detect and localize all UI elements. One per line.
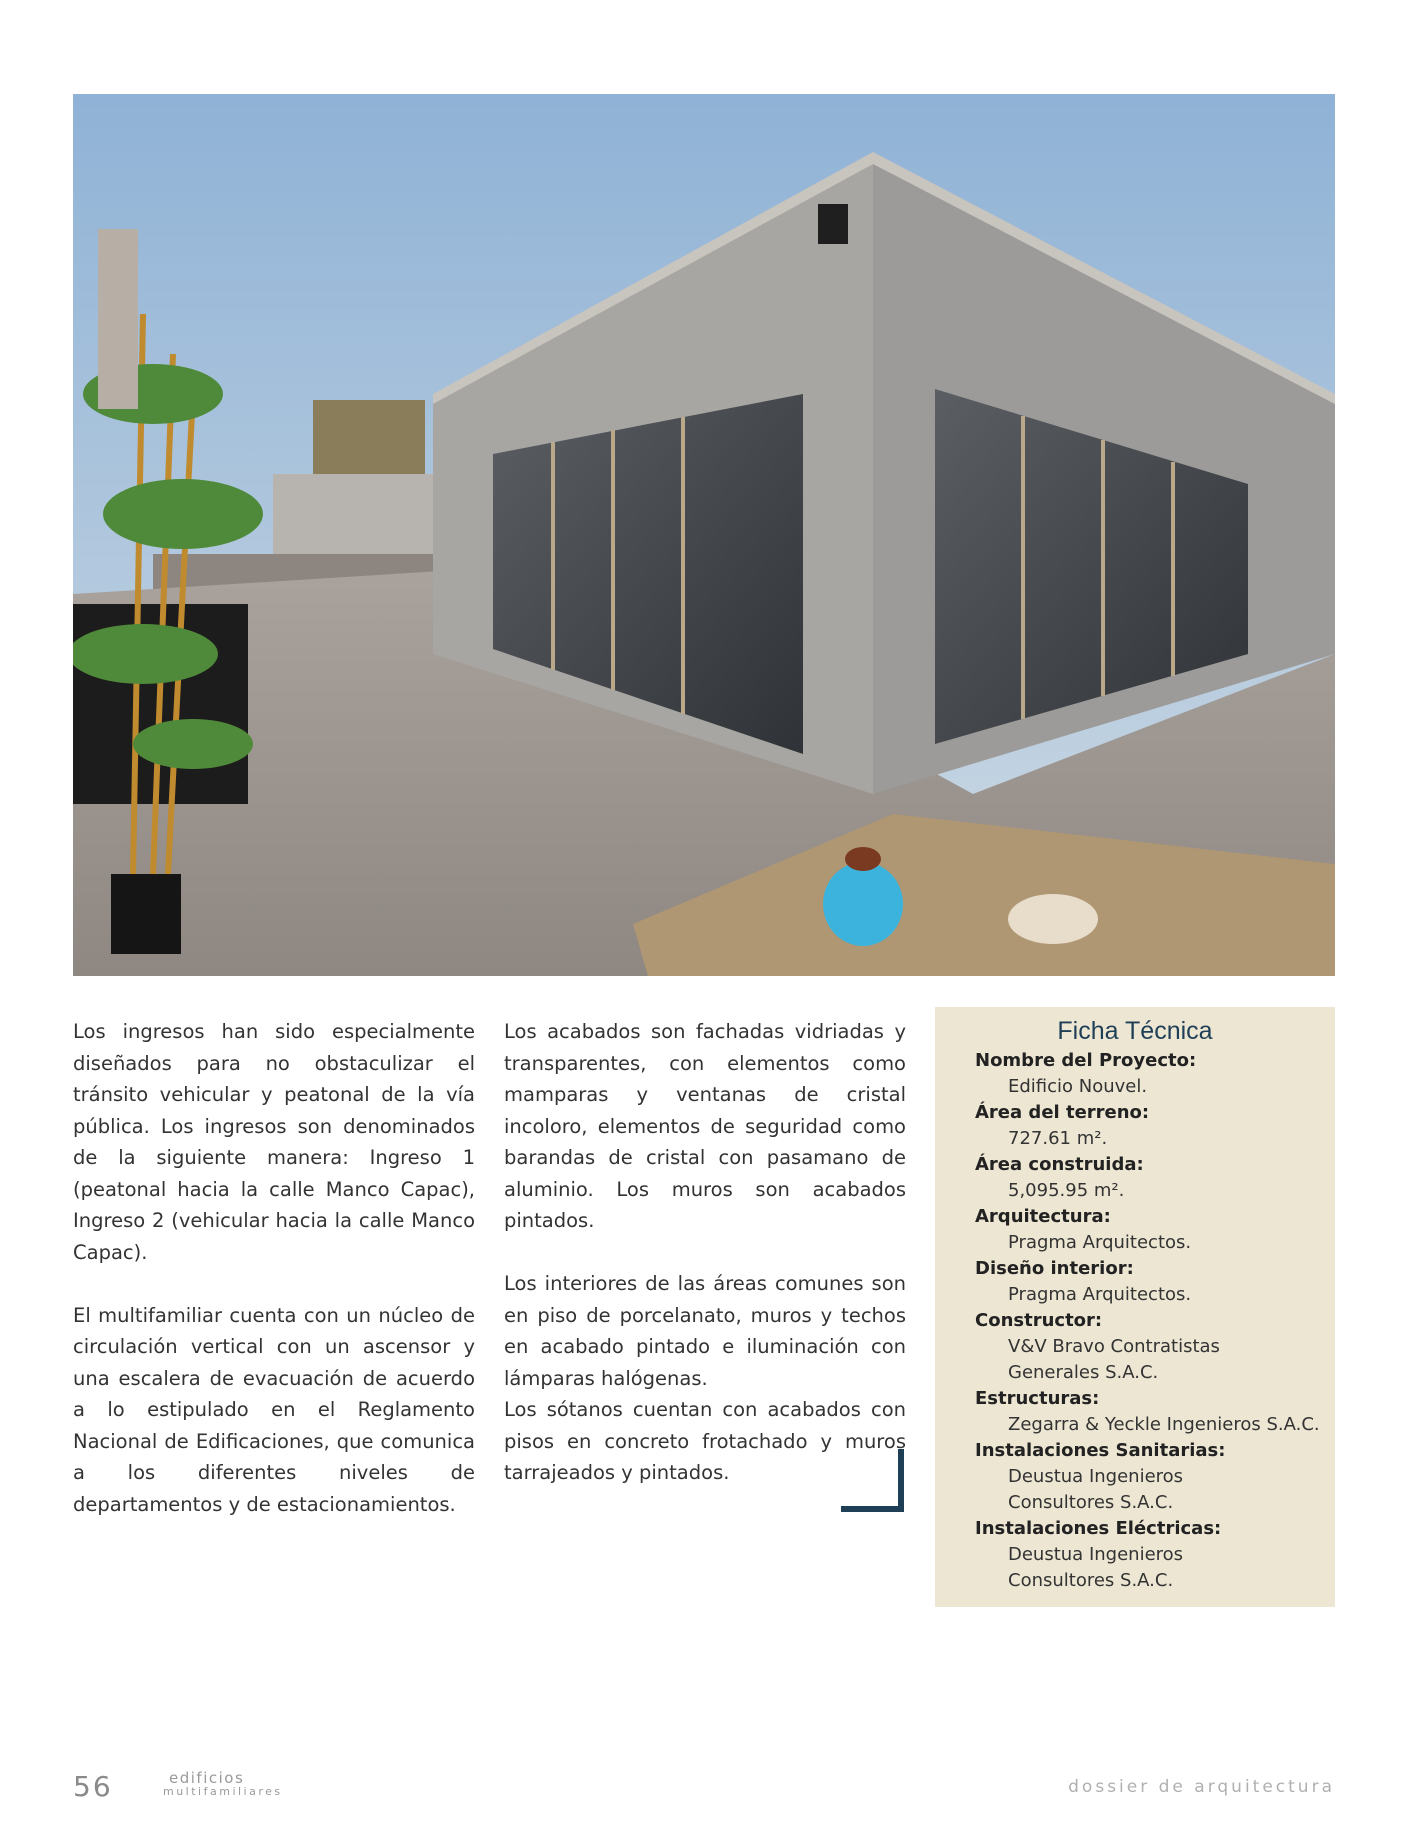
end-mark	[841, 1449, 904, 1512]
ficha-label: Arquitectura:	[975, 1206, 1111, 1227]
body-paragraph: Los acabados son fachadas vidriadas y transparentes, con elementos como mamparas y ventanas de cristal incoloro, elementos de seguridad como barandas de cristal con pasamano de aluminio. Los muros son acabados pintados.	[504, 1020, 906, 1232]
body-paragraph: Los sótanos cuentan con acabados con pisos en concreto frotachado y muros tarrajeados y pintados.	[504, 1398, 906, 1484]
ficha-item	[975, 1100, 1335, 1152]
section-name: dossier de arquitectura	[1068, 1777, 1335, 1797]
ficha-value: Deustua Ingenieros	[1008, 1544, 1184, 1565]
ficha-value: Zegarra & Yeckle Ingenieros S.A.C.	[1008, 1414, 1320, 1435]
ficha-value: Consultores S.A.C.	[1008, 1570, 1174, 1591]
ficha-item	[975, 1386, 1335, 1438]
ficha-item	[975, 1308, 1335, 1386]
ficha-value: Deustua Ingenieros	[1008, 1466, 1184, 1487]
ficha-item	[975, 1256, 1335, 1308]
ficha-value: Pragma Arquitectos.	[1008, 1232, 1192, 1253]
ficha-value: Generales S.A.C.	[1008, 1362, 1159, 1383]
ficha-value: Edificio Nouvel.	[1008, 1076, 1148, 1097]
magazine-logo	[163, 1769, 283, 1798]
ficha-title: Ficha Técnica	[1057, 1017, 1213, 1045]
body-column-2	[504, 1016, 906, 1520]
body-column-1	[73, 1016, 475, 1552]
ficha-label: Diseño interior:	[975, 1258, 1134, 1279]
body-paragraph: Los ingresos han sido especialmente diseñados para no obstaculizar el tránsito vehicular y peatonal de la vía pública. Los ingresos son denominados de la siguiente manera: Ingreso 1 (peatonal hacia la calle Manco Capac), Ingreso 2 (vehicular hacia la calle Manco Capac).	[73, 1020, 475, 1264]
ficha-item	[975, 1438, 1335, 1516]
ficha-item	[975, 1152, 1335, 1204]
ficha-value: 727.61 m².	[1008, 1128, 1108, 1149]
ficha-label: Nombre del Proyecto:	[975, 1050, 1197, 1071]
ficha-item	[975, 1516, 1335, 1594]
ficha-item	[975, 1048, 1335, 1100]
rooftop-terrace-photo	[73, 94, 1335, 976]
ficha-value: V&V Bravo Contratistas	[1008, 1336, 1220, 1357]
ficha-label: Constructor:	[975, 1310, 1103, 1331]
ficha-value: Pragma Arquitectos.	[1008, 1284, 1192, 1305]
ficha-label: Área construida:	[975, 1154, 1144, 1175]
page-number: 56	[73, 1770, 113, 1803]
body-paragraph: Los interiores de las áreas comunes son en piso de porcelanato, muros y techos en acabado pintado e iluminación con lámparas halógenas.	[504, 1272, 906, 1390]
ficha-tecnica-box	[935, 1007, 1335, 1607]
magazine-logo-line1: edificios	[169, 1769, 245, 1787]
body-paragraph: El multifamiliar cuenta con un núcleo de circulación vertical con un ascensor y una escalera de evacuación de acuerdo a lo estipulado en el Reglamento Nacional de Edificaciones, que comunica a los diferentes niveles de departamentos y de estacionamientos.	[73, 1303, 475, 1516]
ficha-value: 5,095.95 m².	[1008, 1180, 1125, 1201]
ficha-label: Instalaciones Sanitarias:	[975, 1440, 1226, 1461]
ficha-item	[975, 1204, 1335, 1256]
ficha-label: Instalaciones Eléctricas:	[975, 1518, 1222, 1539]
ficha-value: Consultores S.A.C.	[1008, 1492, 1174, 1513]
magazine-logo-line2: multifamiliares	[163, 1785, 283, 1798]
ficha-label: Área del terreno:	[975, 1102, 1150, 1123]
ficha-label: Estructuras:	[975, 1388, 1100, 1409]
